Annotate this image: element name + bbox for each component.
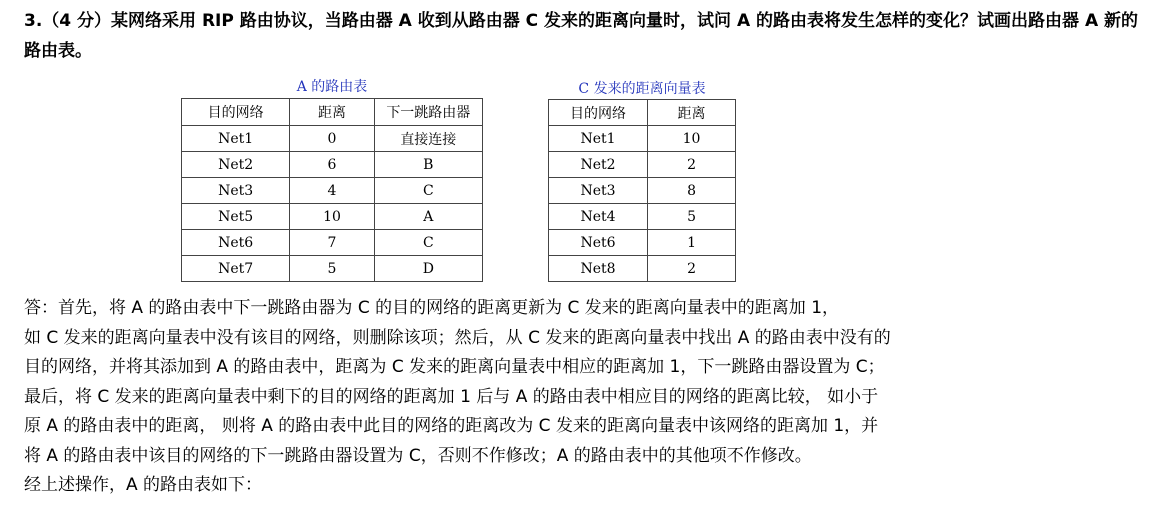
answer-line: 经上述操作，A 的路由表如下：	[24, 475, 263, 495]
table-cell: Net3	[182, 178, 290, 204]
table-cell: Net5	[182, 204, 290, 230]
table-cell: 直接连接	[374, 126, 482, 152]
table-cell: Net6	[182, 230, 290, 256]
table-row	[549, 256, 736, 282]
answer-line: 最后，将 C 发来的距离向量表中剩下的目的网络的距离加 1 后与 A 的路由表中相应目的网络的距离比较， 如小于	[24, 386, 879, 407]
table-cell: 1	[648, 230, 736, 256]
table-header-row	[549, 100, 736, 126]
table-cell: 10	[648, 126, 736, 152]
answer-line: 将 A 的路由表中该目的网络的下一跳路由器设置为 C，否则不作修改；A 的路由表中的其他项不作修改。	[24, 445, 812, 466]
table-cell: Net7	[182, 256, 290, 282]
table-row	[182, 178, 483, 204]
answer-line: 如 C 发来的距离向量表中没有该目的网络，则删除该项；然后，从 C 发来的距离向量表中找出 A 的路由表中没有的	[24, 327, 891, 348]
column-header: 下一跳路由器	[374, 99, 482, 126]
table-cell: 2	[648, 152, 736, 178]
table-a-caption: A 的路由表	[296, 79, 368, 95]
question-text: 3.（4 分）某网络采用 RIP 路由协议，当路由器 A 收到从路由器 C 发来的距离向量时，试问 A 的路由表将发生怎样的变化？试画出路由器 A 新的路由表。	[24, 11, 1139, 61]
table-cell: 10	[290, 204, 374, 230]
table-row	[549, 126, 736, 152]
table-cell: Net6	[549, 230, 648, 256]
table-cell: C	[374, 178, 482, 204]
table-row	[549, 230, 736, 256]
table-cell: 5	[290, 256, 374, 282]
column-header: 距离	[648, 100, 736, 126]
answer-text	[24, 294, 1159, 501]
table-cell: Net8	[549, 256, 648, 282]
table-cell: C	[374, 230, 482, 256]
table-row	[182, 204, 483, 230]
table-cell: 2	[648, 256, 736, 282]
table-cell: A	[374, 204, 482, 230]
table-cell: Net1	[549, 126, 648, 152]
answer-line: 答：首先，将 A 的路由表中下一跳路由器为 C 的目的网络的距离更新为 C 发来的距离向量表中的距离加 1，	[24, 298, 840, 318]
table-cell: Net2	[182, 152, 290, 178]
table-cell: Net3	[549, 178, 648, 204]
table-cell: D	[374, 256, 482, 282]
routing-table-a	[181, 98, 483, 282]
table-row	[549, 152, 736, 178]
table-cell: 4	[290, 178, 374, 204]
table-header-row	[182, 99, 483, 126]
table-row	[549, 204, 736, 230]
column-header: 目的网络	[549, 100, 648, 126]
table-cell: Net4	[549, 204, 648, 230]
answer-line: 原 A 的路由表中的距离， 则将 A 的路由表中此目的网络的距离改为 C 发来的距离向量表中该网络的距离加 1，并	[24, 416, 879, 436]
table-cell: 6	[290, 152, 374, 178]
table-cell: 7	[290, 230, 374, 256]
column-header: 目的网络	[182, 99, 290, 126]
table-cell: 0	[290, 126, 374, 152]
table-cell: B	[374, 152, 482, 178]
table-row	[182, 256, 483, 282]
table-row	[182, 152, 483, 178]
table-cell: Net1	[182, 126, 290, 152]
table-cell: 8	[648, 178, 736, 204]
distance-vector-table-c	[548, 99, 736, 282]
column-header: 距离	[290, 99, 374, 126]
table-c-caption: C 发来的距离向量表	[578, 81, 706, 97]
table-row	[182, 126, 483, 152]
table-row	[182, 230, 483, 256]
table-cell: 5	[648, 204, 736, 230]
table-row	[549, 178, 736, 204]
answer-line: 目的网络，并将其添加到 A 的路由表中，距离为 C 发来的距离向量表中相应的距离加 1，下一跳路由器设置为 C；	[24, 357, 885, 377]
table-cell: Net2	[549, 152, 648, 178]
